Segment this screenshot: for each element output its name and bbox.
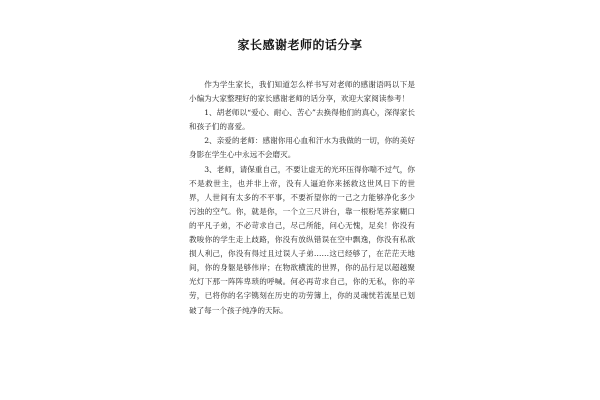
paragraph-intro: 作为学生家长，我们知道怎么样书写对老师的感谢语吗以下是小编为大家整理好的家长感谢老师的话分享，欢迎大家阅读参考！ bbox=[189, 80, 415, 104]
paragraph-1: 1、胡老师以“爱心、耐心、苦心”去换得他们的真心，深得家长和孩子们的喜爱。 bbox=[189, 108, 415, 132]
paragraph-3: 3、老师，请保重自己，不要让虚无的光环压得你喘不过气，你不是救世主，也并非上帝，没有人逼迫你来拯救这世风日下的世界，人世间有太多的不平事，不要祈望你的一己之力能够净化多少污浊的空气。你，就是你，一个立三尺讲台，靠一根粉笔养家糊口的平凡子弟，不必苛求自己，尽己所能，问心无愧，足矣！你没有教唆你的学生走上歧路，你没有放纵错误在空中飘逸，你没有私欲损人利己，你没有得过且过误人子弟……这已经够了，在茫茫天地间，你的身躯是够伟岸；在物欲横流的世界，你的品行足以超越聚光灯下那一阵阵卑琐的呼喊。何必再苛求自己，你的无私，你的辛劳，已将你的名字镌刻在历史的功劳簿上，你的灵魂恍若流星已划破了每一个孩子纯净的天际。 bbox=[189, 164, 415, 315]
document-body bbox=[189, 78, 415, 318]
paragraph-2: 2、亲爱的老师：感谢你用心血和汗水为我做的一切，你的美好身影在学生心中永远不会磨灭。 bbox=[189, 136, 415, 160]
document-title: 家长感谢老师的话分享 bbox=[237, 38, 363, 52]
